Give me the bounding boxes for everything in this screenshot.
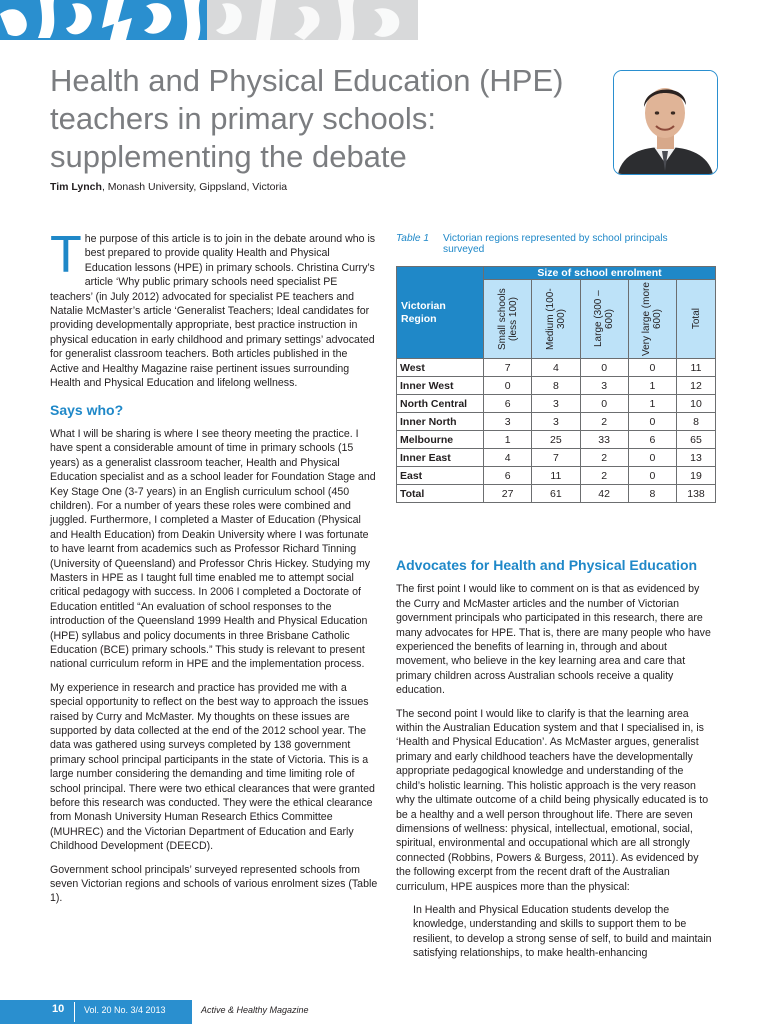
footer-divider xyxy=(74,1002,75,1022)
table-row xyxy=(397,467,716,485)
paragraph: What I will be sharing is where I see theory meeting the practice. I have spent a considerable amount of time in primary schools (15 years) as a generalist classroom teacher, Health and Physical Education specialist and as a school leader for Foundation Stage and Key Stage One (3-7 years) in an English curriculum school (450 children). For a number of years these roles were combined and juggled. Furthermore, I completed a Master of Education (Physical and Health Education) from Deakin University where I was fortunate to have learnt from academics such as Professor Richard Tinning (University of Queensland) and Professor Chris Hickey. Studying my Masters in HPE as I taught full time enabled me to attempt social critical pedagogy with success. In 2006 I completed a Doctorate of Education entitled “An evaluation of school responses to the introduction of the Queensland 1999 Health and Physical Education (HPE) syllabus and policy documents in three Brisbane Catholic Education (BCE) primary schools.” This study is relevant to present national curriculum reform in HPE and the implementation process. xyxy=(50,427,376,671)
table-cell: 138 xyxy=(677,485,716,503)
page-number: 10 xyxy=(52,1003,65,1015)
curriculum-quote: In Health and Physical Education students develop the knowledge, understanding and skills to support them to be resilient, to develop a strong sense of self, to build and maintain satisfying relationships, to make health-enhancing xyxy=(413,903,712,960)
table-cell: 0 xyxy=(580,395,628,413)
table-row xyxy=(397,431,716,449)
table-cell: 7 xyxy=(484,359,532,377)
column-header-label: Total xyxy=(690,308,702,330)
column-header-label: Small schools (less 100) xyxy=(496,288,519,350)
table-row xyxy=(397,377,716,395)
magazine-name: Active & Healthy Magazine xyxy=(201,1005,309,1015)
right-column xyxy=(396,558,714,970)
column-header-label: Very large (more 600) xyxy=(641,282,664,356)
table-cell: 1 xyxy=(628,395,676,413)
table-cell: 3 xyxy=(532,413,580,431)
footer-bar xyxy=(0,1000,192,1024)
table-caption-text: Victorian regions represented by school principals surveyed xyxy=(443,233,668,255)
table-cell: 1 xyxy=(484,431,532,449)
author-affiliation: , Monash University, Gippsland, Victoria xyxy=(101,181,288,193)
table-cell: 61 xyxy=(532,485,580,503)
table-cell: 42 xyxy=(580,485,628,503)
paragraph: The first point I would like to comment on is that as evidenced by the Curry and McMaster articles and the number of Victorian government principals who participated in this research, there are many advocates for HPE. That is, there are many people who have experienced the benefits of learning in, through and about movement, who believe in the key learning area and care that primary children across Australian schools receive a quality education. xyxy=(396,583,711,697)
table-cell: 7 xyxy=(532,449,580,467)
region-name: Melbourne xyxy=(397,431,484,449)
paragraph: Government school principals’ surveyed represented schools from seven Victorian regions and schools of various enrolment sizes (Table 1). xyxy=(50,863,378,905)
table-cell: 11 xyxy=(532,467,580,485)
table-cell: 6 xyxy=(484,467,532,485)
table-cell: 8 xyxy=(532,377,580,395)
table-cell: 65 xyxy=(677,431,716,449)
column-header xyxy=(677,280,716,359)
table-cell: 11 xyxy=(677,359,716,377)
table-cell: 2 xyxy=(580,449,628,467)
table-cell: 2 xyxy=(580,467,628,485)
table-cell: 6 xyxy=(484,395,532,413)
intro-text: he purpose of this article is to join in the debate around who is best prepared to provide quality Health and Physical Education lessons (HPE) in primary schools. Christina Curry’s article ‘Why public primary schools need specialist PE teachers’ (in July 2012) advocated for specialist PE teachers and Natalie McMaster’s article ‘Generalist Teachers; Ideal candidates for providing developmentally appropriate, best practice instruction in physical education in early childhood and primary settings’ advocated for generalist classroom teachers. Both articles published in the Active and Healthy Magazine raise pertinent issues surrounding Health and Physical Education and lifelong wellness. xyxy=(50,233,376,390)
drop-cap: T xyxy=(50,226,82,284)
intro-paragraph xyxy=(50,226,378,390)
column-header xyxy=(484,280,532,359)
region-name: Inner North xyxy=(397,413,484,431)
table-cell: 0 xyxy=(628,359,676,377)
table-row xyxy=(397,359,716,377)
region-name: East xyxy=(397,467,484,485)
column-header xyxy=(532,280,580,359)
table-cell: 4 xyxy=(484,449,532,467)
section-heading-says-who: Says who? xyxy=(50,402,124,419)
author-name: Tim Lynch xyxy=(50,181,102,193)
paragraph: The second point I would like to clarify is that the learning area within the Australian Education system and that I specialised in, is ‘Health and Physical Education’. As McMaster argues, generalist primary and early childhood teachers have the developmentally appropriate pedagogical knowledge and understanding of the child’s holistic learning. This holistic approach is the very reason why the ultimate outcome of a child being physically educated is to be a healthy and a well person throughout life. There are seven dimensions of wellness: physical, intellectual, emotional, social, spiritual, environmental and occupational which are all strongly connected (Robbins, Powers & Burgess, 2011). As evidenced by the following excerpt from the recent draft of the Australian curriculum, HPE auspices more than the physical: xyxy=(396,707,709,893)
table-row xyxy=(397,449,716,467)
table-caption xyxy=(396,233,716,255)
table-row xyxy=(397,413,716,431)
volume-info: Vol. 20 No. 3/4 2013 xyxy=(84,1005,166,1015)
table-cell: 0 xyxy=(580,359,628,377)
region-name: Total xyxy=(397,485,484,503)
article-title: Health and Physical Education (HPE) teachers in primary schools: supplementing the debate xyxy=(50,63,564,174)
page-footer xyxy=(0,1000,768,1024)
header-banner xyxy=(0,0,418,40)
table-cell: 6 xyxy=(628,431,676,449)
author-photo xyxy=(613,70,718,175)
table-label: Table 1 xyxy=(396,233,430,244)
region-name: North Central xyxy=(397,395,484,413)
column-header-label: Medium (100-300) xyxy=(544,288,567,350)
table-body xyxy=(397,359,716,503)
table-row xyxy=(397,395,716,413)
table-cell: 0 xyxy=(628,467,676,485)
table-corner-header: Victorian Region xyxy=(397,267,484,359)
table-cell: 0 xyxy=(628,449,676,467)
table-cell: 19 xyxy=(677,467,716,485)
column-header xyxy=(580,280,628,359)
region-name: Inner East xyxy=(397,449,484,467)
region-name: West xyxy=(397,359,484,377)
table-cell: 1 xyxy=(628,377,676,395)
table-cell: 13 xyxy=(677,449,716,467)
paragraph: My experience in research and practice has provided me with a special opportunity to reflect on the best way to approach the issues raised by Curry and McMaster. My thoughts on these issues are supported by data collected at the end of the 2012 school year. The data was gathered using surveys completed by 138 government primary school principal participants in the state of Victoria. This is a large number considering the demanding and time limiting role of school principal. There were two ethical clearances that were granted before this research was conducted. They were the ethical clearance from Monash University Human Research Ethics Committee (MUHREC) and the Victorian Department of Education and Early Childhood Development (DEECD). xyxy=(50,681,375,853)
table-cell: 4 xyxy=(532,359,580,377)
table-group-header: Size of school enrolment xyxy=(484,267,716,280)
column-header xyxy=(628,280,676,359)
table-cell: 3 xyxy=(532,395,580,413)
table-cell: 25 xyxy=(532,431,580,449)
column-header-label: Large (300 – 600) xyxy=(593,290,616,348)
region-name: Inner West xyxy=(397,377,484,395)
table-cell: 8 xyxy=(677,413,716,431)
table-cell: 3 xyxy=(484,413,532,431)
table-cell: 0 xyxy=(484,377,532,395)
left-column xyxy=(50,226,378,915)
table-cell: 10 xyxy=(677,395,716,413)
table-cell: 8 xyxy=(628,485,676,503)
table-cell: 27 xyxy=(484,485,532,503)
byline xyxy=(50,181,287,193)
table-cell: 33 xyxy=(580,431,628,449)
section-heading-advocates: Advocates for Health and Physical Education xyxy=(396,557,698,573)
table-cell: 0 xyxy=(628,413,676,431)
regions-table xyxy=(396,266,716,503)
table-cell: 2 xyxy=(580,413,628,431)
table-row xyxy=(397,485,716,503)
table-cell: 12 xyxy=(677,377,716,395)
table-cell: 3 xyxy=(580,377,628,395)
